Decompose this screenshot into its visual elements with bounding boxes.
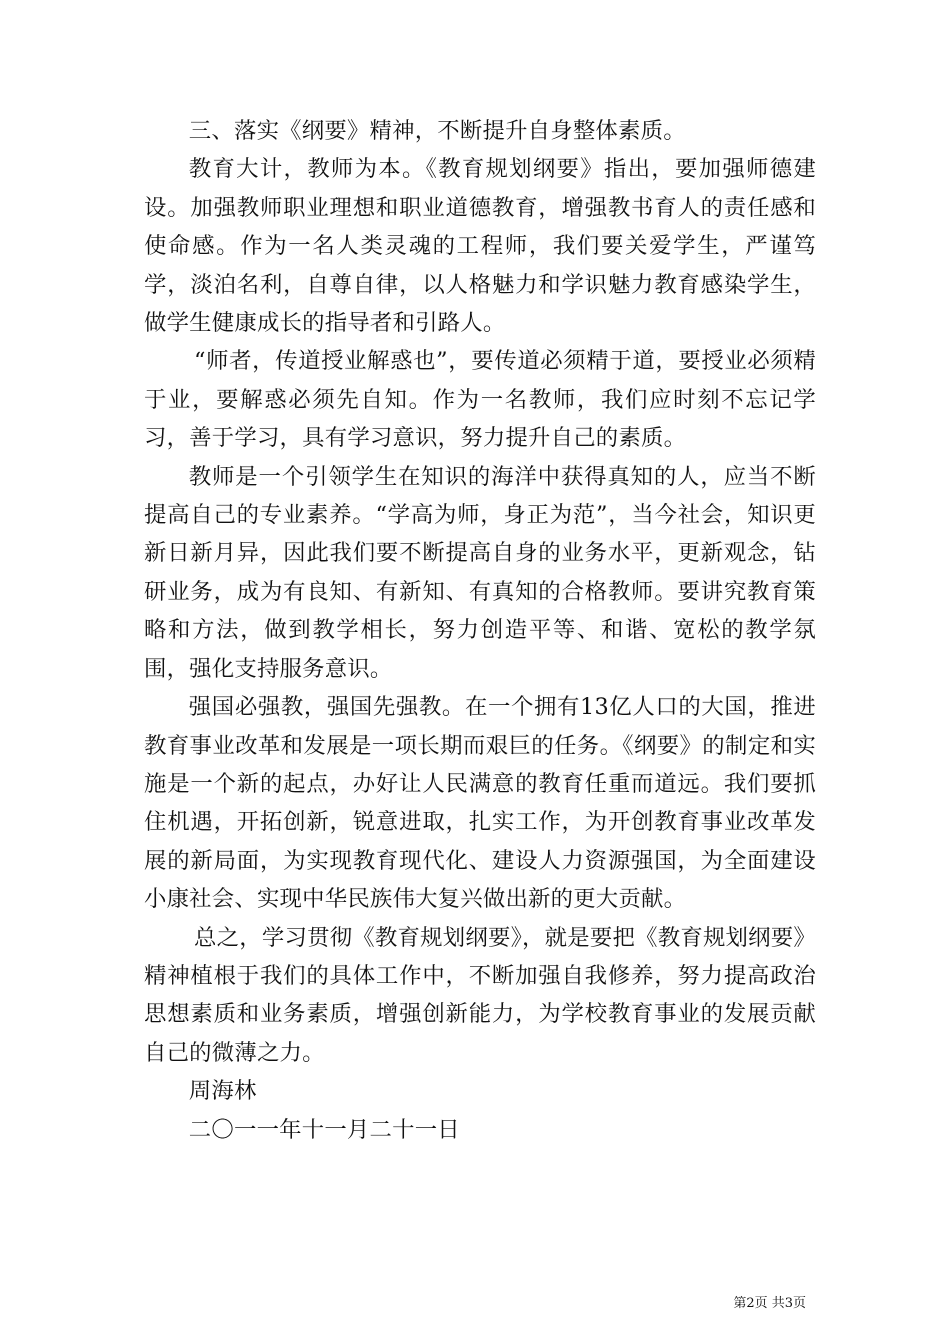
signature: 周海林 bbox=[188, 1078, 257, 1105]
paragraph-professional-growth: 教师是一个引领学生在知识的海洋中获得真知的人，应当不断提高自己的专业素养。“学高为师，身正为范”，当今社会，知识更新日新月异，因此我们要不断提高自身的业务水平，更新观念，钻研业务，成为有良知、有新知、有真知的合格教师。要讲究教育策略和方法，做到教学相长，努力创造平等、和谐、宽松的教学氛围，强化支持服务意识。 bbox=[144, 463, 816, 682]
section-heading: 三、落实《纲要》精神，不断提升自身整体素质。 bbox=[188, 118, 686, 144]
page-number: 第2页 共3页 bbox=[733, 1296, 806, 1311]
date-line: 二〇一一年十一月二十一日 bbox=[188, 1116, 460, 1143]
paragraph-education-reform: 强国必强教，强国先强教。在一个拥有13亿人口的大国，推进教育事业改革和发展是一项长期而艰巨的任务。《纲要》的制定和实施是一个新的起点，办好让人民满意的教育任重而道远。我们要抓住机遇，开拓创新，锐意进取，扎实工作，为开创教育事业改革发展的新局面，为实现教育现代化、建设人力资源强国，为全面建设小康社会、实现中华民族伟大复兴做出新的更大贡献。 bbox=[144, 694, 816, 913]
document-body bbox=[144, 112, 816, 1149]
paragraph-conclusion: 总之，学习贯彻《教育规划纲要》，就是要把《教育规划纲要》精神植根于我们的具体工作中，不断加强自我修养，努力提高政治思想素质和业务素质，增强创新能力，为学校教育事业的发展贡献自己的微薄之力。 bbox=[144, 924, 816, 1066]
paragraph-teaching-duty: “师者，传道授业解惑也”，要传道必须精于道，要授业必须精于业，要解惑必须先自知。作为一名教师，我们应时刻不忘记学习，善于学习，具有学习意识，努力提升自己的素质。 bbox=[144, 348, 816, 452]
paragraph-teacher-ethics: 教育大计，教师为本。《教育规划纲要》指出，要加强师德建设。加强教师职业理想和职业道德教育，增强教书育人的责任感和使命感。作为一名人类灵魂的工程师，我们要关爱学生，严谨笃学，淡泊名利，自尊自律，以人格魅力和学识魅力教育感染学生，做学生健康成长的指导者和引路人。 bbox=[144, 156, 816, 337]
